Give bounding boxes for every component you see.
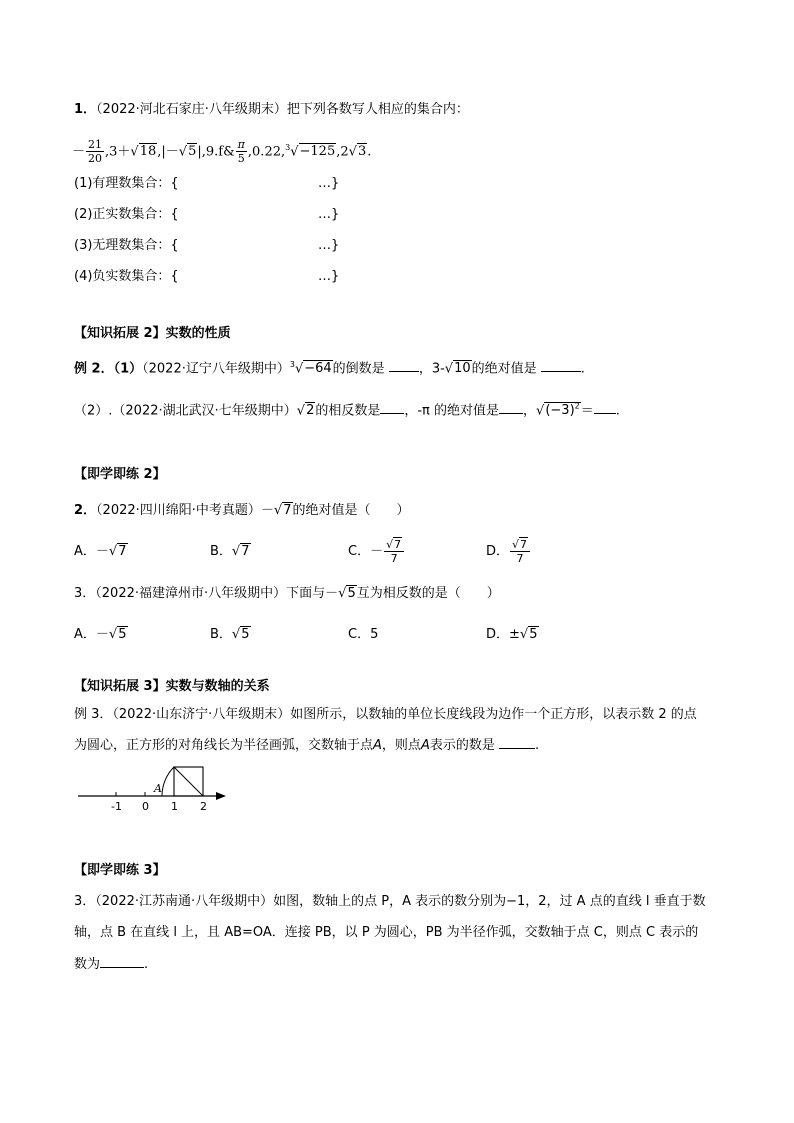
q1-number: 1．	[74, 102, 97, 117]
ext2-title: 【知识拓展 2】实数的性质	[74, 326, 231, 341]
answer-blank[interactable]	[594, 401, 616, 414]
arc	[162, 767, 174, 796]
tick-label-minus1: -1	[111, 800, 122, 813]
set-irrational-end: …}	[318, 238, 340, 253]
answer-blank[interactable]	[100, 955, 144, 968]
practice3-title: 【即学即练 3】	[74, 863, 166, 878]
ex2-part2: （2）.（2022·湖北武汉·七年级期中）√2的相反数是 ，-π 的绝对值是 ，$√(-3)^2=$ .	[74, 402, 620, 419]
q3-option-d[interactable]: D．±√5	[486, 627, 538, 642]
q1-source: （2022·河北石家庄·八年级期末）把下列各数写人相应的集合内：	[96, 102, 469, 117]
fraction-21-20: $\frac{21}{20}$	[88, 138, 103, 166]
axis-arrow-icon	[216, 792, 226, 800]
q3-stem: 3．（2022·福建漳州市·八年级期中）下面与－√5互为相反数的是（ ）	[74, 586, 500, 601]
q2-option-d[interactable]: D． $\frac{√7}{7}$	[486, 533, 531, 571]
q2-option-b[interactable]: B．√7	[210, 544, 250, 559]
answer-blank[interactable]	[541, 359, 581, 372]
practice2-title: 【即学即练 2】	[74, 467, 166, 482]
q3-option-c[interactable]: C．5	[348, 627, 379, 642]
q1-numbers: － $\frac{21}{20}$ ,3＋√18,|－√5|,9.f& $\frac{\pi}{5}$ ,0.22,$^3$√−125,2√3.	[72, 138, 372, 166]
q3-option-b[interactable]: B．√5	[210, 627, 250, 642]
q2-option-c[interactable]: C．－ $\frac{√7}{7}$	[348, 533, 405, 571]
ex3-line1: 例 3．（2022·山东济宁·八年级期末）如图所示，以数轴的单位长度线段为边作一个正方形，以表示数 2 的点	[74, 707, 697, 722]
answer-blank[interactable]	[380, 401, 404, 414]
set-negative-end: …}	[318, 269, 340, 284]
ext3-title: 【知识拓展 3】实数与数轴的关系	[74, 679, 270, 694]
set-positive-end: …}	[318, 207, 340, 222]
answer-blank[interactable]	[389, 359, 419, 372]
tick-label-0: 0	[142, 800, 149, 813]
point-a-label: A	[154, 782, 162, 795]
set-positive: (2)正实数集合：{	[74, 207, 179, 222]
set-negative: (4)负实数集合：{	[74, 269, 179, 284]
diagonal	[174, 767, 203, 796]
answer-blank[interactable]	[499, 736, 535, 749]
tick-label-2: 2	[200, 800, 207, 813]
p3-line2: 轴，点 B 在直线 l 上，且 AB=OA．连接 PB，以 P 为圆心，PB 为半径作弧，交数轴于点 C，则点 C 表示的	[74, 925, 699, 940]
fraction-pi-5: $\frac{\pi}{5}$	[237, 138, 245, 166]
set-irrational: (3)无理数集合：{	[74, 238, 179, 253]
q2-stem: 2．（2022·四川绵阳·中考真题）－√7的绝对值是（ ）	[74, 503, 410, 518]
q3-option-a[interactable]: A．－√5	[74, 627, 127, 642]
p3-line1: 3．（2022·江苏南通·八年级期中）如图，数轴上的点 P，A 表示的数分别为−1，2，过 A 点的直线 l 垂直于数	[74, 894, 706, 909]
tick-label-1: 1	[171, 800, 178, 813]
q2-option-a[interactable]: A．－√7	[74, 544, 127, 559]
ex2-part1: 例 2．（1）（2022·辽宁八年级期中）$^3$√−64的倒数是 ，3-√10的绝对值是 .	[74, 360, 585, 377]
ex3-line2: 为圆心，正方形的对角线长为半径画弧，交数轴于点A，则点A表示的数是 .	[74, 738, 540, 753]
set-rational-end: …}	[318, 176, 340, 191]
answer-blank[interactable]	[499, 401, 523, 414]
q1-heading	[74, 101, 469, 119]
number-line-figure	[74, 760, 234, 820]
set-rational: (1)有理数集合：{	[74, 176, 179, 191]
p3-line3: 数为 .	[74, 957, 149, 972]
